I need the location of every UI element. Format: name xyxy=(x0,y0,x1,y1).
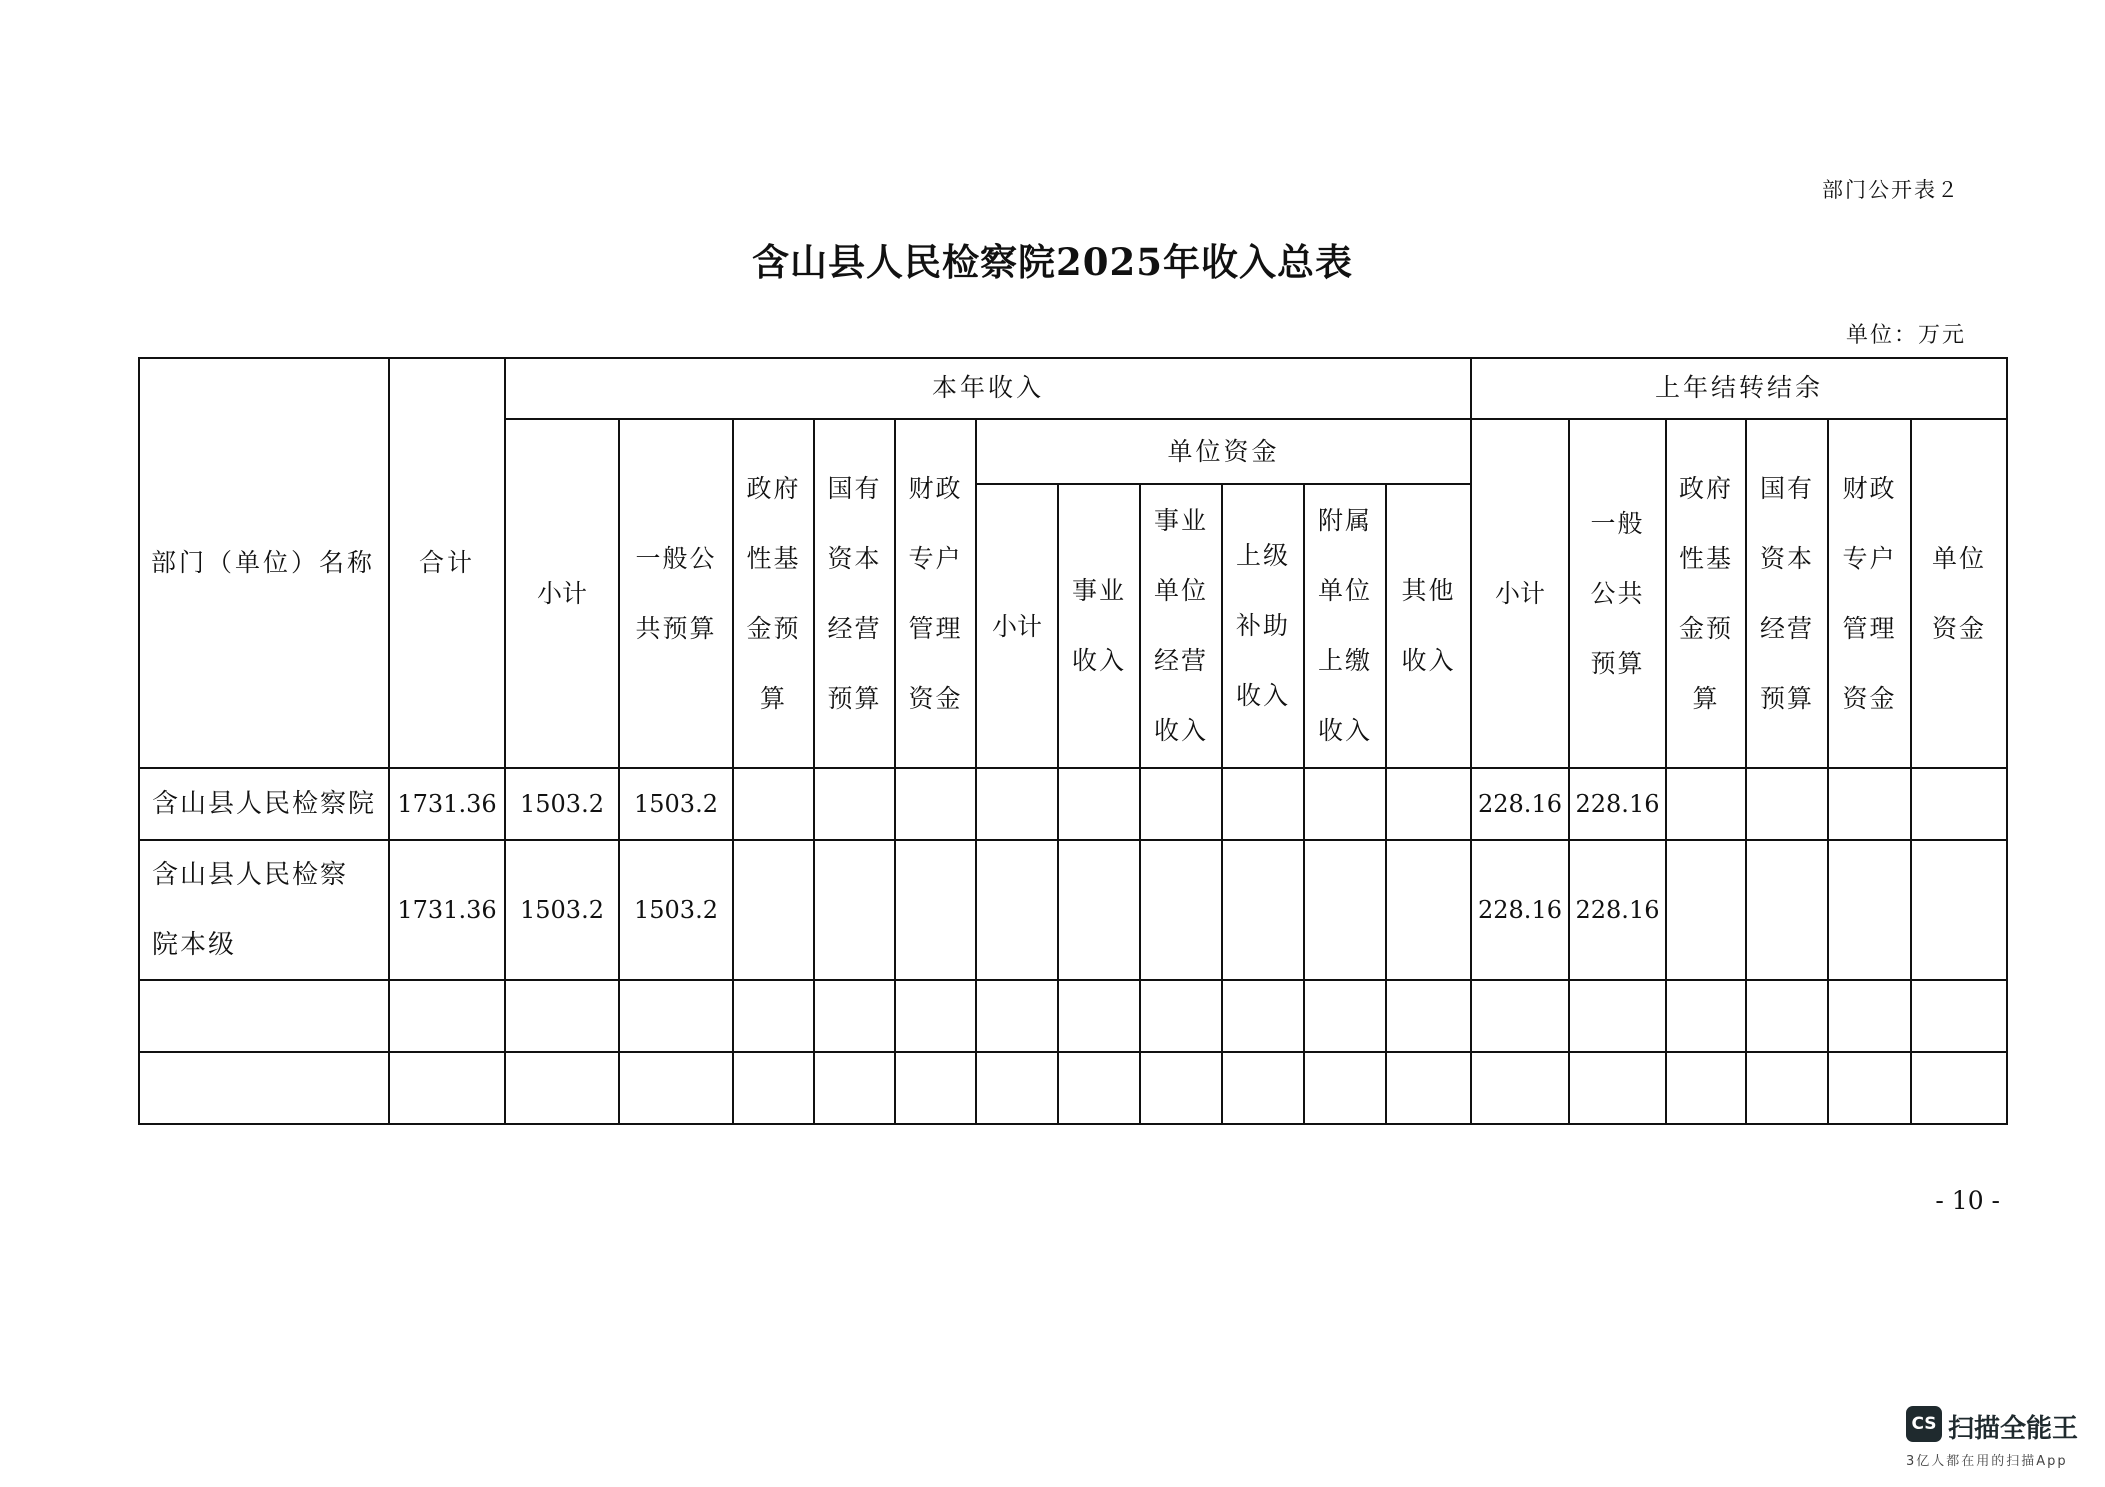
table-cell-empty xyxy=(815,981,896,1053)
col-header-prior-subtotal xyxy=(1472,420,1570,769)
page-number: - 10 - xyxy=(1935,1186,2000,1215)
table-cell-empty xyxy=(734,1053,815,1125)
col-header-special-account xyxy=(896,420,977,769)
table-cell-empty xyxy=(390,981,506,1053)
col-header-prior-special-account xyxy=(1829,420,1912,769)
table-cell-empty xyxy=(896,769,977,841)
table-cell-empty xyxy=(506,981,620,1053)
col-header-unit-subtotal-text: 小计 xyxy=(991,611,1042,641)
col-header-affiliated-income-text: 附属单位上缴收入 xyxy=(1317,506,1372,745)
col-header-subtotal xyxy=(506,420,620,769)
table-cell-empty xyxy=(1570,981,1667,1053)
table-cell-prior-subtotal: 228.16 xyxy=(1472,769,1570,841)
table-cell-empty xyxy=(1059,841,1141,981)
table-cell-empty xyxy=(734,981,815,1053)
col-header-state-capital-text: 国有资本经营预算 xyxy=(827,473,882,713)
table-cell-prior-subtotal: 228.16 xyxy=(1472,841,1570,981)
table-cell-empty xyxy=(1747,841,1829,981)
col-header-prior-state-capital-text: 国有资本经营预算 xyxy=(1759,473,1814,713)
table-cell-empty xyxy=(1223,1053,1305,1125)
col-header-gov-fund xyxy=(734,420,815,769)
table-row-name xyxy=(138,841,390,981)
table-cell-empty xyxy=(815,769,896,841)
table-cell-prior-general-budget: 228.16 xyxy=(1570,841,1667,981)
table-cell-empty xyxy=(1387,841,1472,981)
col-header-subsidy-income-text: 上级补助收入 xyxy=(1235,541,1290,710)
col-header-prior-unit-funds-text: 单位资金 xyxy=(1931,543,1986,643)
table-cell-empty xyxy=(1305,769,1387,841)
income-summary-table xyxy=(138,357,2008,1125)
table-cell-empty xyxy=(815,1053,896,1125)
table-cell-empty xyxy=(1747,769,1829,841)
table-cell-empty xyxy=(1912,769,2008,841)
table-cell-subtotal: 1503.2 xyxy=(506,769,620,841)
col-header-affiliated-income xyxy=(1305,485,1387,769)
table-cell-empty xyxy=(1141,841,1223,981)
col-header-operating-income-text: 事业单位经营收入 xyxy=(1153,506,1208,745)
table-cell-empty xyxy=(1667,841,1747,981)
col-header-general-budget-text: 一般公共预算 xyxy=(635,543,717,643)
table-cell-empty xyxy=(1747,1053,1829,1125)
table-cell-empty xyxy=(1305,981,1387,1053)
table-cell-empty xyxy=(1305,1053,1387,1125)
scanner-logo-icon: CS xyxy=(1906,1406,1942,1442)
col-header-prior-special-account-text: 财政专户管理资金 xyxy=(1842,473,1897,713)
table-cell-empty xyxy=(390,1053,506,1125)
col-header-subtotal-text: 小计 xyxy=(536,579,587,608)
col-header-other-income xyxy=(1387,485,1472,769)
col-header-name: 部门（单位）名称 xyxy=(138,357,390,769)
col-header-other-income-text: 其他收入 xyxy=(1401,576,1456,675)
table-cell-empty xyxy=(1387,1053,1472,1125)
table-cell-empty xyxy=(815,841,896,981)
table-cell-empty xyxy=(1667,1053,1747,1125)
table-cell-empty xyxy=(1829,769,1912,841)
scanner-watermark xyxy=(1906,1400,2096,1470)
table-cell-empty xyxy=(1141,981,1223,1053)
col-header-business-income xyxy=(1059,485,1141,769)
table-cell-empty xyxy=(1472,1053,1570,1125)
table-cell-empty xyxy=(1141,769,1223,841)
group-header-prior-year: 上年结转结余 xyxy=(1472,357,2008,420)
table-cell-empty xyxy=(1912,841,2008,981)
table-cell-empty xyxy=(896,981,977,1053)
page-title: 含山县人民检察院2025年收入总表 xyxy=(752,240,1353,284)
col-header-prior-general-budget-text: 一般公共预算 xyxy=(1590,508,1645,678)
table-cell-empty xyxy=(1387,769,1472,841)
table-cell-empty xyxy=(1059,981,1141,1053)
col-header-prior-unit-funds xyxy=(1912,420,2008,769)
col-header-subsidy-income xyxy=(1223,485,1305,769)
table-cell-empty xyxy=(734,841,815,981)
table-cell-empty xyxy=(1059,769,1141,841)
table-cell-empty xyxy=(1059,1053,1141,1125)
col-header-unit-subtotal xyxy=(977,485,1059,769)
table-cell-general-budget: 1503.2 xyxy=(620,841,734,981)
table-cell-general-budget: 1503.2 xyxy=(620,769,734,841)
table-cell-empty xyxy=(1305,841,1387,981)
table-cell-empty xyxy=(977,841,1059,981)
group-header-unit-funds: 单位资金 xyxy=(977,420,1472,485)
col-header-total: 合计 xyxy=(390,357,506,769)
table-cell-empty xyxy=(1912,981,2008,1053)
table-cell-empty xyxy=(620,981,734,1053)
table-cell-empty xyxy=(1829,981,1912,1053)
table-cell-empty xyxy=(620,1053,734,1125)
table-cell-empty xyxy=(138,981,390,1053)
table-cell-empty xyxy=(1223,841,1305,981)
table-cell-empty xyxy=(977,769,1059,841)
table-cell-empty xyxy=(1223,769,1305,841)
scanner-tagline: 3亿人都在用的扫描App xyxy=(1906,1454,2068,1469)
scanner-app-name: 扫描全能王 xyxy=(1948,1414,2079,1444)
table-cell-empty xyxy=(977,1053,1059,1125)
table-cell-empty xyxy=(1141,1053,1223,1125)
table-cell-empty xyxy=(1829,841,1912,981)
form-number: 部门公开表２ xyxy=(1822,178,1960,202)
table-cell-empty xyxy=(1829,1053,1912,1125)
table-cell-empty xyxy=(1223,981,1305,1053)
col-header-business-income-text: 事业收入 xyxy=(1071,576,1126,675)
col-header-state-capital xyxy=(815,420,896,769)
table-cell-prior-general-budget: 228.16 xyxy=(1570,769,1667,841)
table-cell-subtotal: 1503.2 xyxy=(506,841,620,981)
table-cell-empty xyxy=(138,1053,390,1125)
table-row-name-text: 含山县人民检察院本级 xyxy=(152,860,349,960)
table-cell-empty xyxy=(896,841,977,981)
col-header-special-account-text: 财政专户管理资金 xyxy=(908,473,963,713)
table-cell-empty xyxy=(977,981,1059,1053)
table-cell-empty xyxy=(506,1053,620,1125)
table-cell-empty xyxy=(1667,769,1747,841)
col-header-general-budget xyxy=(620,420,734,769)
table-cell-empty xyxy=(896,1053,977,1125)
table-row-name: 含山县人民检察院 xyxy=(138,769,390,841)
table-cell-empty xyxy=(1387,981,1472,1053)
col-header-gov-fund-text: 政府性基金预算 xyxy=(746,473,801,713)
table-cell-empty xyxy=(1912,1053,2008,1125)
table-cell-empty xyxy=(1472,981,1570,1053)
col-header-prior-gov-fund xyxy=(1667,420,1747,769)
table-cell-empty xyxy=(1570,1053,1667,1125)
table-cell-empty xyxy=(734,769,815,841)
table-cell-total: 1731.36 xyxy=(390,769,506,841)
unit-label: 单位：万元 xyxy=(1845,323,1966,348)
col-header-prior-general-budget xyxy=(1570,420,1667,769)
table-cell-empty xyxy=(1667,981,1747,1053)
col-header-prior-gov-fund-text: 政府性基金预算 xyxy=(1678,473,1733,713)
table-cell-empty xyxy=(1747,981,1829,1053)
table-cell-total: 1731.36 xyxy=(390,841,506,981)
col-header-prior-subtotal-text: 小计 xyxy=(1494,579,1545,608)
col-header-operating-income xyxy=(1141,485,1223,769)
col-header-prior-state-capital xyxy=(1747,420,1829,769)
group-header-current-year: 本年收入 xyxy=(506,357,1472,420)
